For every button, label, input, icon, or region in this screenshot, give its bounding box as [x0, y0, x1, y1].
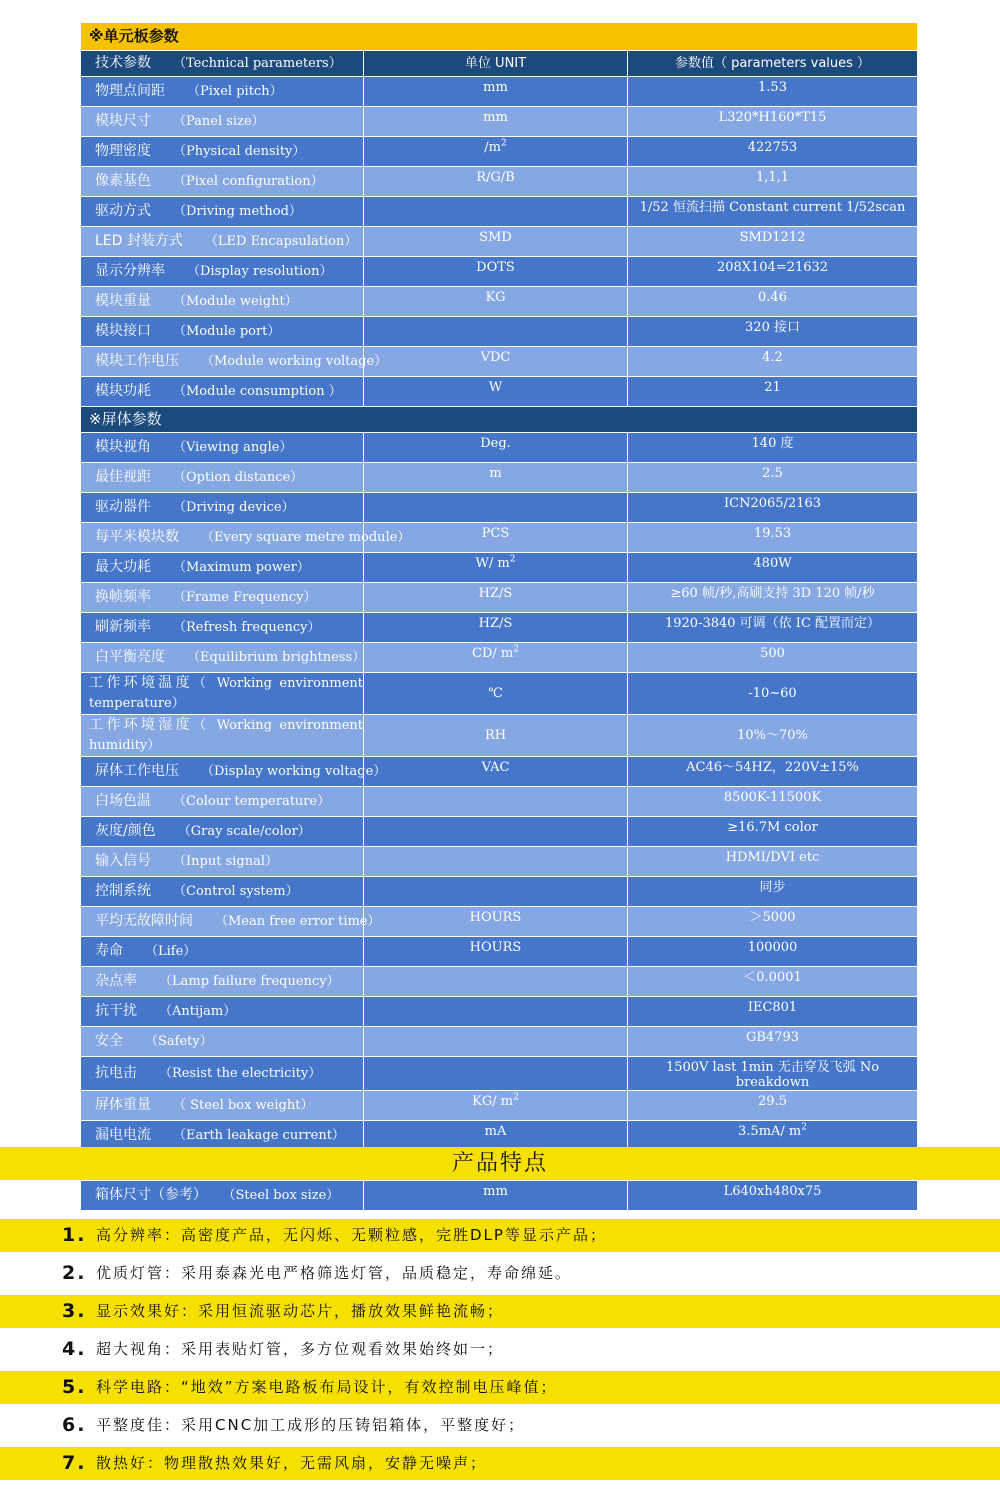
param-value: 422753: [628, 137, 918, 167]
param-name-cn: 屏体工作电压: [95, 763, 179, 779]
param-name-en: （Module port）: [173, 324, 281, 339]
unit-params-title: ※单元板参数: [81, 23, 918, 51]
param-name-cn: 最佳视距: [95, 469, 151, 485]
param-name-cell: [81, 167, 364, 197]
param-value: 19.53: [628, 523, 918, 553]
screen-param-row: [81, 937, 918, 967]
feature-text: 显示效果好：采用恒流驱动芯片，播放效果鲜艳流畅；: [96, 1302, 505, 1320]
param-value: L640xh480x75: [628, 1181, 918, 1211]
param-name-cn: 白场色温: [95, 793, 151, 809]
param-unit: HZ/S: [364, 613, 628, 643]
param-value: ≥60 帧/秒,高刷支持 3D 120 帧/秒: [628, 583, 918, 613]
param-name-en: （Resist the electricity）: [159, 1066, 322, 1081]
param-value: AC46～54HZ，220V±15%: [628, 757, 918, 787]
screen-param-row: [81, 907, 918, 937]
param-name-cn: 工作环境湿度: [89, 717, 193, 733]
param-unit: HOURS: [364, 907, 628, 937]
param-name-cell: [81, 377, 364, 407]
param-name-cn: 工作环境温度: [89, 675, 193, 691]
param-name-cell: [81, 197, 364, 227]
feature-number: 4.: [62, 1338, 87, 1360]
param-value: L320*H160*T15: [628, 107, 918, 137]
unit-param-row: [81, 227, 918, 257]
param-name-cn: 屏体重量: [95, 1097, 151, 1113]
param-name-cn: 像素基色: [95, 173, 151, 189]
param-name-cn: 安全: [95, 1033, 123, 1049]
unit-param-row: [81, 197, 918, 227]
param-name-cell: [81, 287, 364, 317]
param-name-en: （Driving device）: [173, 500, 295, 515]
param-value: 1500V last 1min 无击穿及飞弧 No breakdown: [628, 1057, 918, 1091]
param-unit: KG: [364, 287, 628, 317]
param-value: 320 接口: [628, 317, 918, 347]
param-unit: RH: [364, 715, 628, 757]
param-name-en: （Module weight）: [173, 294, 298, 309]
param-value: ICN2065/2163: [628, 493, 918, 523]
param-unit: W/ $m^2$: [364, 553, 628, 583]
param-name-cn: 驱动器件: [95, 499, 151, 515]
param-unit: W: [364, 377, 628, 407]
param-name-cn: 白平衡亮度: [95, 649, 165, 665]
param-name-cell: [81, 257, 364, 287]
screen-param-row: [81, 847, 918, 877]
param-name-cell: [81, 1091, 364, 1121]
param-name-cn: 模块视角: [95, 439, 151, 455]
param-name-cn: LED 封装方式: [95, 233, 183, 249]
param-unit: HOURS: [364, 937, 628, 967]
screen-param-row: [81, 673, 918, 715]
param-unit: HZ/S: [364, 583, 628, 613]
unit-param-row: [81, 167, 918, 197]
screen-param-row: [81, 463, 918, 493]
feature-number: 3.: [62, 1300, 87, 1322]
param-name-en: （Input signal）: [173, 854, 278, 869]
param-name-en: （Colour temperature）: [173, 794, 331, 809]
param-name-cn: 抗电击: [95, 1065, 137, 1081]
param-name-cell: [81, 673, 364, 715]
param-value: 0.46: [628, 287, 918, 317]
param-name-cell: [81, 107, 364, 137]
feature-item: [0, 1333, 1000, 1366]
param-name-en: （Lamp failure frequency）: [159, 974, 340, 989]
param-name-cell: [81, 967, 364, 997]
param-unit: DOTS: [364, 257, 628, 287]
param-unit: SMD: [364, 227, 628, 257]
screen-params-section-header: [81, 407, 918, 433]
param-name-cell: [81, 493, 364, 523]
param-name-en: （Module working voltage）: [201, 354, 388, 369]
feature-text: 平整度佳：采用CNC加工成形的压铸铝箱体，平整度好；: [96, 1416, 526, 1434]
param-name-en: （Control system）: [173, 884, 299, 899]
param-name-en: （Life）: [145, 944, 197, 959]
feature-text: 超大视角：采用表贴灯管，多方位观看效果始终如一；: [96, 1340, 505, 1358]
param-unit: ℃: [364, 673, 628, 715]
param-name-cell: [81, 877, 364, 907]
param-name-cell: [81, 1027, 364, 1057]
param-value: 同步: [628, 877, 918, 907]
param-name-en: （Module consumption ）: [173, 384, 342, 399]
param-value: 21: [628, 377, 918, 407]
feature-text: 优质灯管：采用泰森光电严格筛选灯管，品质稳定，寿命绵延。: [96, 1264, 573, 1282]
param-value: 500: [628, 643, 918, 673]
param-value: 1/52 恒流扫描 Constant current 1/52scan: [628, 197, 918, 227]
param-name-en: （Safety）: [145, 1034, 213, 1049]
param-unit: R/G/B: [364, 167, 628, 197]
param-value: 29.5: [628, 1091, 918, 1121]
param-name-en: （ Working environment temperature）: [89, 676, 363, 711]
param-value: 140 度: [628, 433, 918, 463]
param-unit: KG/ $m^2$: [364, 1091, 628, 1121]
header-param-cell: [81, 51, 364, 77]
param-name-cn: 寿命: [95, 943, 123, 959]
param-name-cell: [81, 137, 364, 167]
screen-param-row: [81, 553, 918, 583]
param-name-en: （Equilibrium brightness）: [187, 650, 366, 665]
table-header-row: [81, 51, 918, 77]
header-param-en: （Technical parameters）: [173, 56, 342, 71]
screen-param-row: [81, 757, 918, 787]
param-name-en: （Option distance）: [173, 470, 304, 485]
param-name-en: （Frame Frequency）: [173, 590, 317, 605]
param-name-cell: [81, 787, 364, 817]
feature-item: [0, 1409, 1000, 1442]
param-unit: [364, 1027, 628, 1057]
param-value: 10%～70%: [628, 715, 918, 757]
param-name-en: （Display working voltage）: [201, 764, 387, 779]
unit-param-row: [81, 347, 918, 377]
param-name-en: （Maximum power）: [173, 560, 310, 575]
spec-table-body: [81, 23, 918, 1211]
param-unit: [364, 997, 628, 1027]
param-unit: $/m^2$: [364, 137, 628, 167]
param-name-en: （Viewing angle）: [173, 440, 293, 455]
feature-number: 2.: [62, 1262, 87, 1284]
param-name-cell: [81, 347, 388, 377]
param-name-cn: 输入信号: [95, 853, 151, 869]
feature-item: [0, 1295, 1000, 1328]
unit-param-row: [81, 137, 918, 167]
param-value: HDMI/DVI etc: [628, 847, 918, 877]
param-name-cn: 平均无故障时间: [95, 913, 193, 929]
param-name-cell: [81, 757, 387, 787]
param-value: 8500K-11500K: [628, 787, 918, 817]
features-title: 产品特点: [0, 1147, 1000, 1180]
screen-param-row: [81, 523, 918, 553]
param-name-cell: [81, 433, 364, 463]
param-name-cn: 每平米模块数: [95, 529, 179, 545]
param-name-en: （LED Encapsulation）: [204, 234, 358, 249]
param-unit: [364, 197, 628, 227]
param-name-cn: 显示分辨率: [95, 263, 165, 279]
param-name-en: （ Working environment humidity）: [89, 718, 363, 753]
screen-param-row: [81, 1057, 918, 1091]
feature-number: 5.: [62, 1376, 87, 1398]
param-unit: [364, 1057, 628, 1091]
param-unit: PCS: [364, 523, 628, 553]
param-name-cell: [81, 715, 364, 757]
screen-param-row: [81, 1027, 918, 1057]
param-name-cn: 控制系统: [95, 883, 151, 899]
screen-param-row: [81, 1121, 918, 1151]
param-value: 1920-3840 可调（依 IC 配置而定）: [628, 613, 918, 643]
screen-param-row: [81, 817, 918, 847]
param-value: 208X104=21632: [628, 257, 918, 287]
param-value: 1.53: [628, 77, 918, 107]
param-value: IEC801: [628, 997, 918, 1027]
unit-param-row: [81, 377, 918, 407]
param-value: 3.5mA/ $m^2$: [628, 1121, 918, 1151]
screen-param-row: [81, 493, 918, 523]
param-name-en: （Physical density）: [173, 144, 306, 159]
screen-param-row: [81, 967, 918, 997]
feature-number: 1.: [62, 1224, 87, 1246]
feature-item: [0, 1371, 1000, 1404]
param-name-en: （Antijam）: [159, 1004, 237, 1019]
param-name-cell: [81, 643, 364, 673]
screen-param-row: [81, 643, 918, 673]
param-name-en: （Pixel configuration）: [173, 174, 324, 189]
param-name-en: （Pixel pitch）: [187, 84, 283, 99]
screen-param-row: [81, 613, 918, 643]
screen-param-row: [81, 877, 918, 907]
unit-param-row: [81, 107, 918, 137]
param-value: 1,1,1: [628, 167, 918, 197]
param-unit: [364, 817, 628, 847]
feature-item: [0, 1447, 1000, 1480]
param-name-cell: [81, 1121, 364, 1151]
param-value: 2.5: [628, 463, 918, 493]
param-name-en: （Driving method）: [173, 204, 302, 219]
feature-item: [0, 1219, 1000, 1252]
param-name-cn: 换帧频率: [95, 589, 151, 605]
param-name-cn: 物理密度: [95, 143, 151, 159]
param-name-cell: [81, 77, 364, 107]
param-name-en: （Panel size）: [173, 114, 265, 129]
param-name-cn: 模块接口: [95, 323, 151, 339]
header-unit: 单位 UNIT: [364, 51, 628, 77]
param-name-cn: 模块功耗: [95, 383, 151, 399]
screen-param-row: [81, 787, 918, 817]
param-name-cell: [81, 227, 364, 257]
param-unit: VDC: [364, 347, 628, 377]
screen-param-row: [81, 715, 918, 757]
feature-text: 科学电路：“地效”方案电路板布局设计，有效控制电压峰值；: [96, 1378, 558, 1396]
header-param-cn: 技术参数: [95, 55, 151, 71]
param-name-en: （Display resolution）: [187, 264, 333, 279]
screen-param-row: [81, 583, 918, 613]
param-unit: [364, 317, 628, 347]
param-unit: mm: [364, 77, 628, 107]
feature-text: 高分辨率：高密度产品，无闪烁、无颗粒感，完胜DLP等显示产品；: [96, 1226, 607, 1244]
param-name-en: （Mean free error time）: [215, 914, 381, 929]
unit-params-section-header: [81, 23, 918, 51]
param-name-cell: [81, 997, 364, 1027]
param-unit: [364, 493, 628, 523]
screen-params-title: ※屏体参数: [81, 407, 918, 433]
param-unit: CD/ $m^2$: [364, 643, 628, 673]
param-name-cell: [81, 1057, 364, 1091]
feature-text: 散热好：物理散热效果好，无需风扇，安静无噪声；: [96, 1454, 488, 1472]
unit-param-row: [81, 77, 918, 107]
param-name-en: （Steel box size）: [229, 1188, 340, 1203]
param-value: GB4793: [628, 1027, 918, 1057]
feature-item: [0, 1257, 1000, 1290]
param-name-cell: [81, 583, 364, 613]
param-name-cn: 模块重量: [95, 293, 151, 309]
param-name-cell: [81, 907, 381, 937]
param-name-cn: 驱动方式: [95, 203, 151, 219]
param-name-cn: 刷新频率: [95, 619, 151, 635]
param-name-cell: [81, 553, 364, 583]
param-name-en: （ Steel box weight）: [173, 1098, 314, 1113]
param-name-cell: [81, 463, 364, 493]
feature-number: 6.: [62, 1414, 87, 1436]
param-name-cell: [81, 523, 411, 553]
param-name-en: （Earth leakage current）: [173, 1128, 345, 1143]
param-name-cell: [81, 1181, 364, 1211]
unit-param-row: [81, 257, 918, 287]
param-value: ＜0.0001: [628, 967, 918, 997]
screen-param-row: [81, 433, 918, 463]
unit-param-row: [81, 287, 918, 317]
param-unit: VAC: [364, 757, 628, 787]
param-unit: [364, 877, 628, 907]
param-name-cn: 物理点间距: [95, 83, 165, 99]
param-name-cell: [81, 817, 364, 847]
screen-param-row: [81, 1181, 918, 1211]
param-name-cell: [81, 317, 364, 347]
param-name-cell: [81, 847, 364, 877]
param-unit: Deg.: [364, 433, 628, 463]
param-name-cell: [81, 937, 364, 967]
param-name-cn: 箱体尺寸（参考）: [95, 1187, 207, 1203]
param-name-cell: [81, 613, 364, 643]
param-value: -10~60: [628, 673, 918, 715]
param-name-cn: 漏电电流: [95, 1127, 151, 1143]
param-value: 4.2: [628, 347, 918, 377]
spec-table: [80, 22, 918, 1211]
param-unit: m: [364, 463, 628, 493]
unit-param-row: [81, 317, 918, 347]
header-value: 参数值（ parameters values ）: [628, 51, 918, 77]
param-unit: [364, 967, 628, 997]
param-unit: [364, 847, 628, 877]
screen-param-row: [81, 997, 918, 1027]
param-name-cn: 抗干扰: [95, 1003, 137, 1019]
param-name-cn: 模块尺寸: [95, 113, 151, 129]
param-unit: [364, 787, 628, 817]
param-name-cn: 最大功耗: [95, 559, 151, 575]
screen-param-row: [81, 1091, 918, 1121]
param-value: ≥16.7M color: [628, 817, 918, 847]
param-unit: mA: [364, 1121, 628, 1151]
param-name-en: （Refresh frequency）: [173, 620, 321, 635]
param-name-en: （Gray scale/color）: [177, 824, 311, 839]
param-name-en: （Every square metre module）: [201, 530, 411, 545]
param-value: 480W: [628, 553, 918, 583]
param-unit: mm: [364, 107, 628, 137]
param-value: ＞5000: [628, 907, 918, 937]
param-name-cn: 模块工作电压: [95, 353, 179, 369]
param-name-cn: 灰度/颜色: [95, 823, 156, 839]
param-value: 100000: [628, 937, 918, 967]
param-value: SMD1212: [628, 227, 918, 257]
param-name-cn: 杂点率: [95, 973, 137, 989]
feature-number: 7.: [62, 1452, 87, 1474]
param-unit: mm: [364, 1181, 628, 1211]
